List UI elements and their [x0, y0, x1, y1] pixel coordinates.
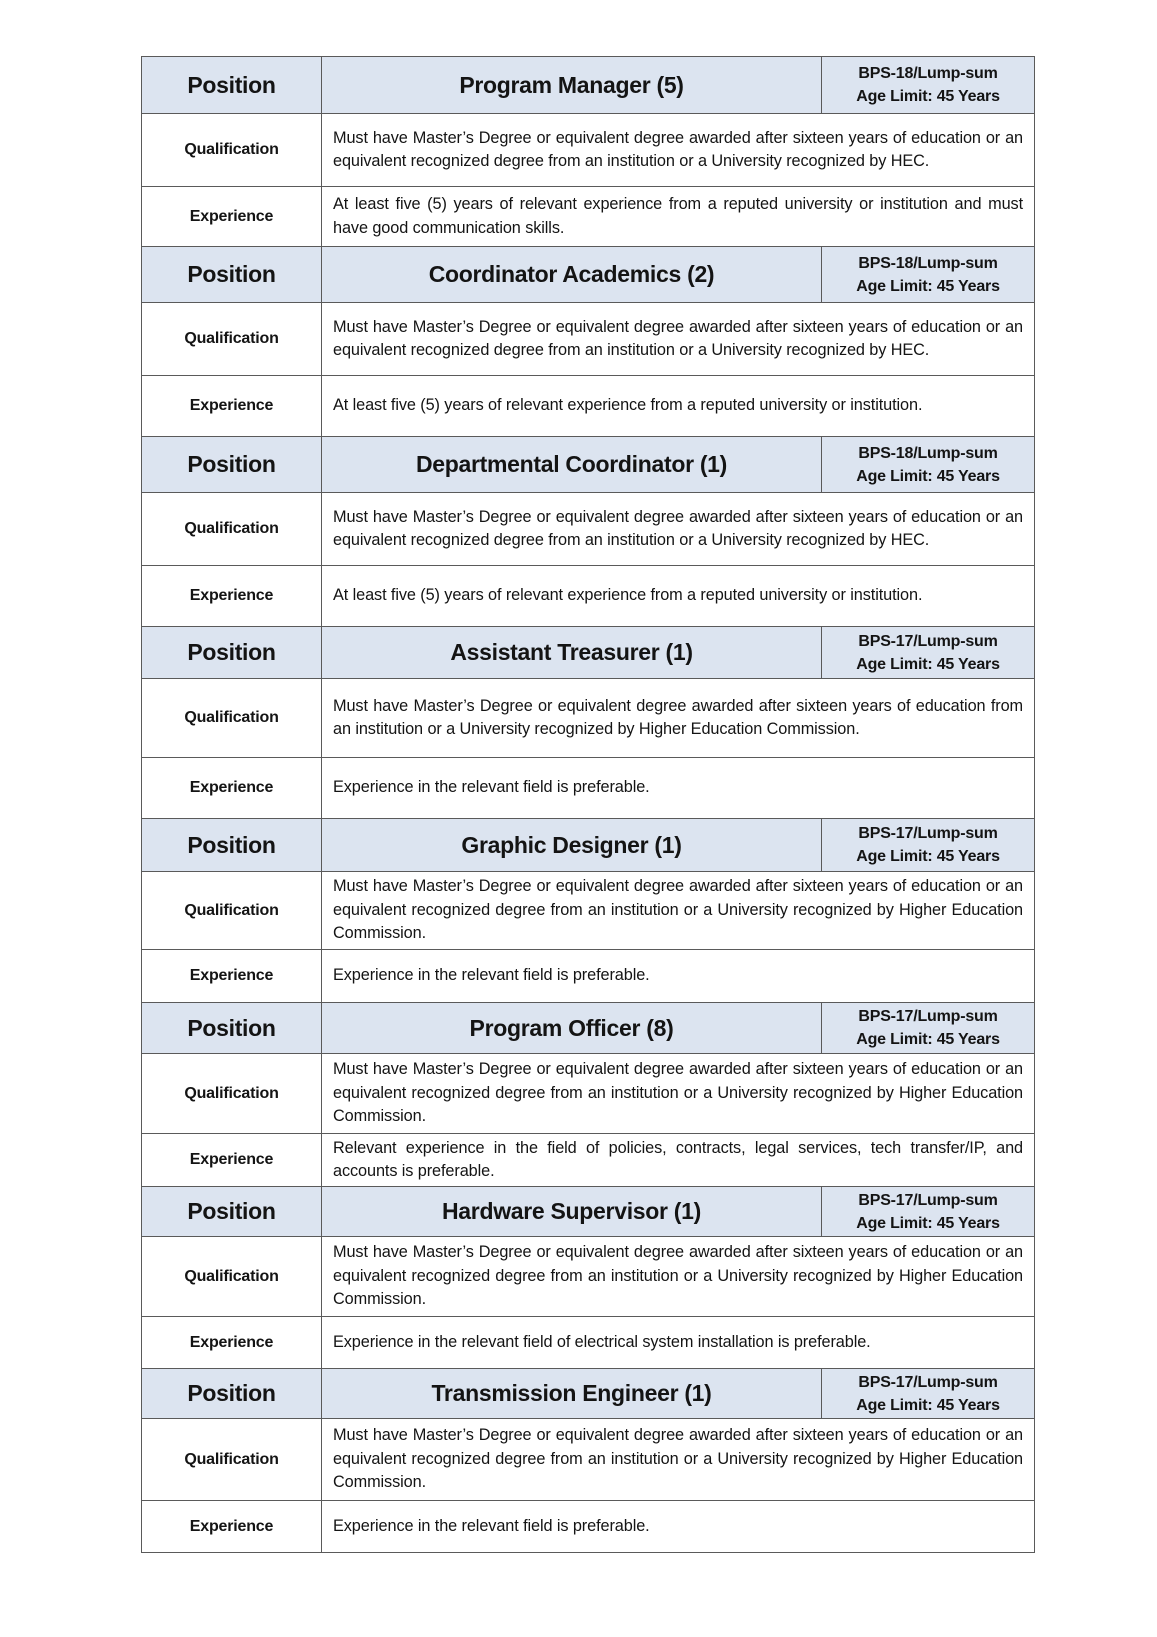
- qualification-row: [142, 1237, 1035, 1317]
- experience-row: [142, 376, 1035, 437]
- positions-table: [141, 56, 1035, 1553]
- qualification-text: Must have Master’s Degree or equivalent degree awarded after sixteen years of education or an equivalent recognized degree from an institution or a University recognized by Higher Education Commission.: [322, 1419, 1035, 1501]
- qualification-label: Qualification: [142, 1419, 322, 1501]
- qualification-text: Must have Master’s Degree or equivalent degree awarded after sixteen years of education or an equivalent recognized degree from an institution or a University recognized by HEC.: [322, 493, 1035, 566]
- experience-row: [142, 1501, 1035, 1553]
- qualification-text: Must have Master’s Degree or equivalent degree awarded after sixteen years of education or an equivalent recognized degree from an institution or a University recognized by HEC.: [322, 303, 1035, 376]
- qualification-label: Qualification: [142, 493, 322, 566]
- position-title: Program Officer (8): [322, 1003, 822, 1054]
- pay-scale: BPS-17/Lump-sum: [858, 825, 998, 842]
- pay-scale: BPS-18/Lump-sum: [858, 65, 998, 82]
- qualification-label: Qualification: [142, 1054, 322, 1134]
- pay-scale: BPS-17/Lump-sum: [858, 1373, 998, 1391]
- grade-cell: [822, 1187, 1035, 1237]
- grade-cell: [822, 1003, 1035, 1054]
- qualification-row: [142, 679, 1035, 758]
- experience-text: At least five (5) years of relevant experience from a reputed university or institution.: [322, 566, 1035, 627]
- grade-cell: [822, 247, 1035, 303]
- position-label: Position: [142, 819, 322, 872]
- qualification-row: [142, 493, 1035, 566]
- grade-cell: [822, 437, 1035, 493]
- age-limit: Age Limit: 45 Years: [856, 467, 1000, 485]
- qualification-label: Qualification: [142, 303, 322, 376]
- position-header-row: [142, 627, 1035, 679]
- position-title: Graphic Designer (1): [322, 819, 822, 872]
- qualification-text: Must have Master’s Degree or equivalent degree awarded after sixteen years of education from an institution or a University recognized by Higher Education Commission.: [322, 679, 1035, 758]
- experience-row: [142, 758, 1035, 819]
- pay-scale: BPS-18/Lump-sum: [858, 254, 998, 272]
- grade-cell: [822, 819, 1035, 872]
- position-header-row: [142, 1003, 1035, 1054]
- position-label: Position: [142, 1003, 322, 1054]
- pay-scale: BPS-17/Lump-sum: [858, 632, 998, 650]
- experience-row: [142, 950, 1035, 1003]
- experience-text: Experience in the relevant field is preferable.: [322, 1501, 1035, 1553]
- grade-cell: [822, 627, 1035, 679]
- age-limit: Age Limit: 45 Years: [856, 655, 1000, 673]
- grade-cell: [822, 57, 1035, 114]
- position-label: Position: [142, 247, 322, 303]
- experience-row: [142, 187, 1035, 247]
- experience-text: At least five (5) years of relevant experience from a reputed university or institution.: [322, 376, 1035, 437]
- pay-scale: BPS-17/Lump-sum: [858, 1191, 998, 1209]
- experience-label: Experience: [142, 950, 322, 1003]
- experience-label: Experience: [142, 758, 322, 819]
- position-header-row: [142, 437, 1035, 493]
- position-header-row: [142, 57, 1035, 114]
- qualification-row: [142, 114, 1035, 187]
- position-label: Position: [142, 1369, 322, 1419]
- qualification-row: [142, 1054, 1035, 1134]
- experience-row: [142, 1317, 1035, 1369]
- qualification-label: Qualification: [142, 1237, 322, 1317]
- position-label: Position: [142, 57, 322, 114]
- position-title: Coordinator Academics (2): [322, 247, 822, 303]
- qualification-row: [142, 303, 1035, 376]
- qualification-text: Must have Master’s Degree or equivalent degree awarded after sixteen years of education or an equivalent recognized degree from an institution or a University recognized by Higher Education Commission.: [322, 1054, 1035, 1134]
- experience-text: At least five (5) years of relevant experience from a reputed university or institution and must have good communication skills.: [322, 187, 1035, 247]
- position-title: Program Manager (5): [322, 57, 822, 114]
- qualification-text: Must have Master’s Degree or equivalent degree awarded after sixteen years of education or an equivalent recognized degree from an institution or a University recognized by Higher Education Commission.: [322, 872, 1035, 950]
- experience-label: Experience: [142, 566, 322, 627]
- experience-text: Experience in the relevant field of electrical system installation is preferable.: [322, 1317, 1035, 1369]
- grade-cell: [822, 1369, 1035, 1419]
- experience-label: Experience: [142, 187, 322, 247]
- experience-text: Experience in the relevant field is preferable.: [322, 950, 1035, 1003]
- position-label: Position: [142, 1187, 322, 1237]
- position-title: Hardware Supervisor (1): [322, 1187, 822, 1237]
- position-title: Assistant Treasurer (1): [322, 627, 822, 679]
- experience-row: [142, 1134, 1035, 1187]
- age-limit: Age Limit: 45 Years: [856, 1396, 1000, 1414]
- experience-label: Experience: [142, 1501, 322, 1553]
- experience-text: Experience in the relevant field is preferable.: [322, 758, 1035, 819]
- qualification-text: Must have Master’s Degree or equivalent degree awarded after sixteen years of education or an equivalent recognized degree from an institution or a University recognized by HEC.: [322, 114, 1035, 187]
- position-label: Position: [142, 627, 322, 679]
- pay-scale: BPS-17/Lump-sum: [858, 1008, 998, 1025]
- position-title: Departmental Coordinator (1): [322, 437, 822, 493]
- age-limit: Age Limit: 45 Years: [856, 88, 1000, 105]
- experience-text: Relevant experience in the field of policies, contracts, legal services, tech transfer/IP, and accounts is preferable.: [322, 1134, 1035, 1187]
- qualification-label: Qualification: [142, 872, 322, 950]
- experience-label: Experience: [142, 376, 322, 437]
- experience-row: [142, 566, 1035, 627]
- experience-label: Experience: [142, 1317, 322, 1369]
- age-limit: Age Limit: 45 Years: [856, 848, 1000, 865]
- qualification-row: [142, 1419, 1035, 1501]
- position-header-row: [142, 247, 1035, 303]
- qualification-label: Qualification: [142, 114, 322, 187]
- position-header-row: [142, 1187, 1035, 1237]
- qualification-text: Must have Master’s Degree or equivalent degree awarded after sixteen years of education or an equivalent recognized degree from an institution or a University recognized by Higher Education Commission.: [322, 1237, 1035, 1317]
- qualification-label: Qualification: [142, 679, 322, 758]
- experience-label: Experience: [142, 1134, 322, 1187]
- age-limit: Age Limit: 45 Years: [856, 1031, 1000, 1048]
- position-header-row: [142, 819, 1035, 872]
- position-header-row: [142, 1369, 1035, 1419]
- age-limit: Age Limit: 45 Years: [856, 277, 1000, 295]
- qualification-row: [142, 872, 1035, 950]
- age-limit: Age Limit: 45 Years: [856, 1214, 1000, 1232]
- position-title: Transmission Engineer (1): [322, 1369, 822, 1419]
- position-label: Position: [142, 437, 322, 493]
- pay-scale: BPS-18/Lump-sum: [858, 444, 998, 462]
